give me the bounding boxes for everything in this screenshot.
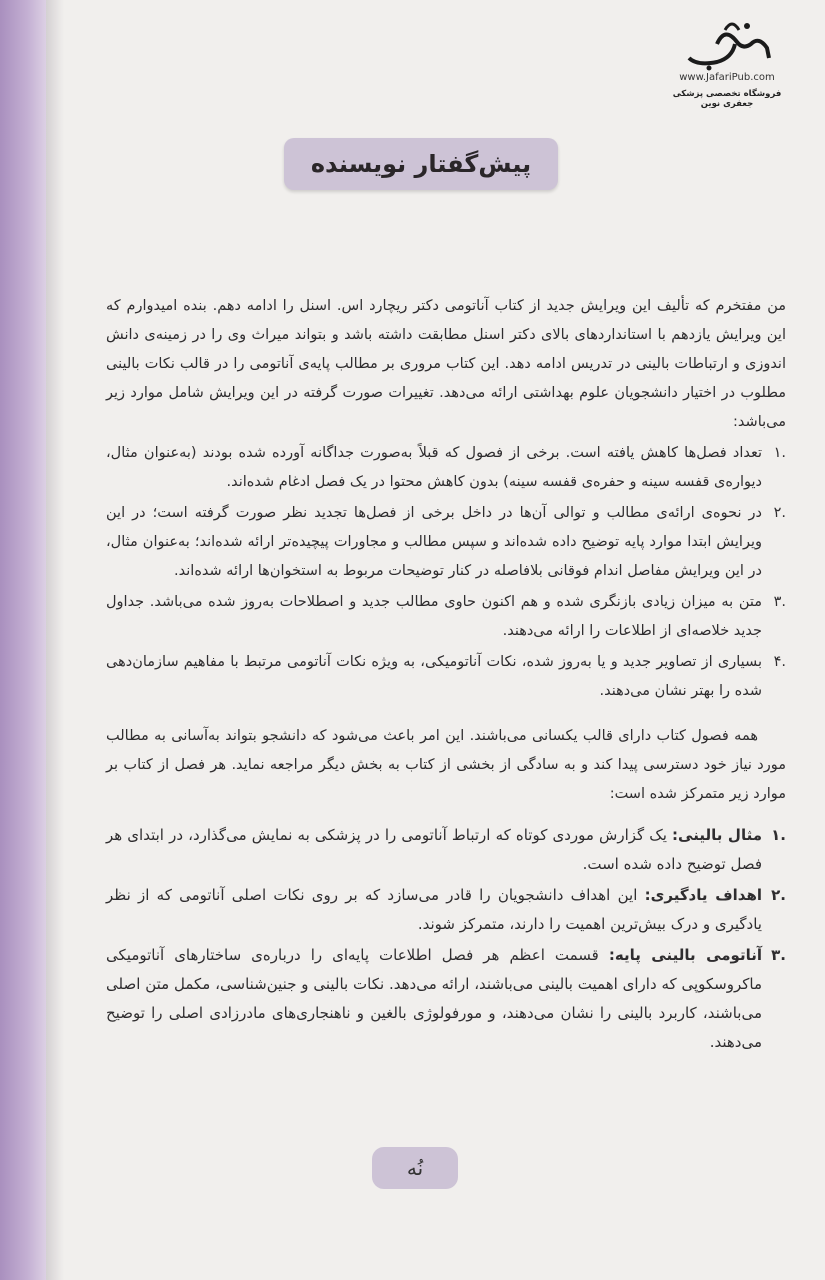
store-logo-icon (677, 14, 777, 74)
intro-paragraph: من مفتخرم که تألیف این ویرایش جدید از کتاب آناتومی دکتر ریچارد اس. اسنل را ادامه دهم. بنده امیدوارم که این ویرایش یازدهم با استانداردهای بالای دکتر اسنل مطابقت داشته باشد و بتواند میراث وی را در زمینه‌ی دانش اندوزی و ارتباطات بالینی در تدریس ادامه دهد. این کتاب مروری بر مطالب پایه‌ی آناتومی را در قالب نکات بالینی مطلوب در اختیار دانشجویان علوم بهداشتی ارائه می‌دهد. تغییرات صورت گرفته در این ویرایش شامل موارد زیر می‌باشد: (106, 298, 786, 430)
item-term: آناتومی بالینی پایه: (608, 946, 762, 964)
title-box (284, 138, 558, 190)
item-term: اهداف یادگیری: (644, 886, 762, 904)
item-number: .۳ (771, 946, 786, 964)
item-text: متن به میزان زیادی بازنگری شده و هم اکنون حاوی مطالب جدید و اصطلاحات به‌روز شده می‌باشد. جداول جدید خلاصه‌ای از اطلاعات را ارائه می‌دهند. (106, 594, 762, 639)
watermark (657, 14, 797, 109)
item-text: این اهداف دانشجویان را قادر می‌سازد که بر روی نکات اصلی آناتومی که از نظر یادگیری و درک بیش‌ترین اهمیت را دارند، متمرکز شوند. (106, 886, 762, 933)
book-spine (0, 0, 46, 1280)
item-number: .۱ (771, 826, 786, 844)
list-item (106, 821, 786, 879)
item-text: قسمت اعظم هر فصل اطلاعات پایه‌ای را درباره‌ی ساختارهای آناتومیکی ماکروسکوپی که دارای اهمیت بالینی می‌باشند، ارائه می‌دهد. نکات بالینی و جنین‌شناسی، مکمل متن اصلی می‌باشند، کاربرد بالینی را نشان می‌دهند، و مورفولوژی بالغین و ناهنجاری‌های مادرزادی اصلی را توضیح می‌دهند. (106, 946, 762, 1051)
item-number: .۴ (773, 654, 786, 670)
spine-shadow (46, 0, 64, 1280)
list-item (106, 439, 786, 497)
page-title: پیش‌گفتار نویسنده (310, 150, 532, 178)
list-item (106, 648, 786, 706)
second-paragraph: همه فصول کتاب دارای قالب یکسانی می‌باشند. این امر باعث می‌شود که دانشجو بتواند به‌آسانی به مطالب مورد نیاز خود دسترسی پیدا کند و به سادگی از بخشی از کتاب به بخش دیگر مراجعه نماید. هر فصل از کتاب بر موارد زیر متمرکز شده است: (106, 728, 786, 802)
item-number: .۲ (771, 886, 786, 904)
item-text: بسیاری از تصاویر جدید و یا به‌روز شده، نکات آناتومیکی، به ویژه نکات آناتومی مرتبط با مفاهیم سازمان‌دهی شده را بهتر نشان می‌دهند. (106, 654, 762, 699)
item-number: .۲ (773, 505, 786, 521)
item-number: .۳ (773, 594, 786, 610)
list-item (106, 941, 786, 1057)
item-text: یک گزارش موردی کوتاه که ارتباط آناتومی را در پزشکی به نمایش می‌گذارد، در ابتدای هر فصل توضیح داده شده است. (106, 826, 762, 873)
item-text: در نحوه‌ی ارائه‌ی مطالب و توالی آن‌ها در داخل برخی از فصل‌ها تجدید نظر صورت گرفته است؛ در این ویرایش ابتدا موارد پایه توضیح داده شده‌اند و سپس مطالب و مجاورات پیچیده‌تر ارائه شده‌اند؛ به‌عنوان مثال، در این ویرایش مفاصل اندام فوقانی بلافاصله در کنار توضیحات مربوط به استخوان‌ها ارائه شده‌اند. (106, 505, 762, 579)
store-name: فروشگاه تخصصی پزشکی جعفری نوین (672, 89, 782, 109)
page-number: نُه (372, 1147, 458, 1189)
item-text: تعداد فصل‌ها کاهش یافته است. برخی از فصول که قبلاً به‌صورت جداگانه آورده شده بودند (به‌عنوان مثال، دیواره‌ی قفسه سینه و حفره‌ی قفسه سینه) بدون کاهش محتوا در یک فصل ادغام شده‌اند. (106, 445, 762, 490)
list-item (106, 499, 786, 586)
body-text (106, 292, 786, 1059)
list-item (106, 881, 786, 939)
list-item (106, 588, 786, 646)
changes-list (106, 439, 786, 706)
store-url: www.JafariPub.com (679, 72, 775, 83)
item-term: مثال بالینی: (672, 826, 762, 844)
features-list (106, 821, 786, 1057)
item-number: .۱ (773, 445, 786, 461)
